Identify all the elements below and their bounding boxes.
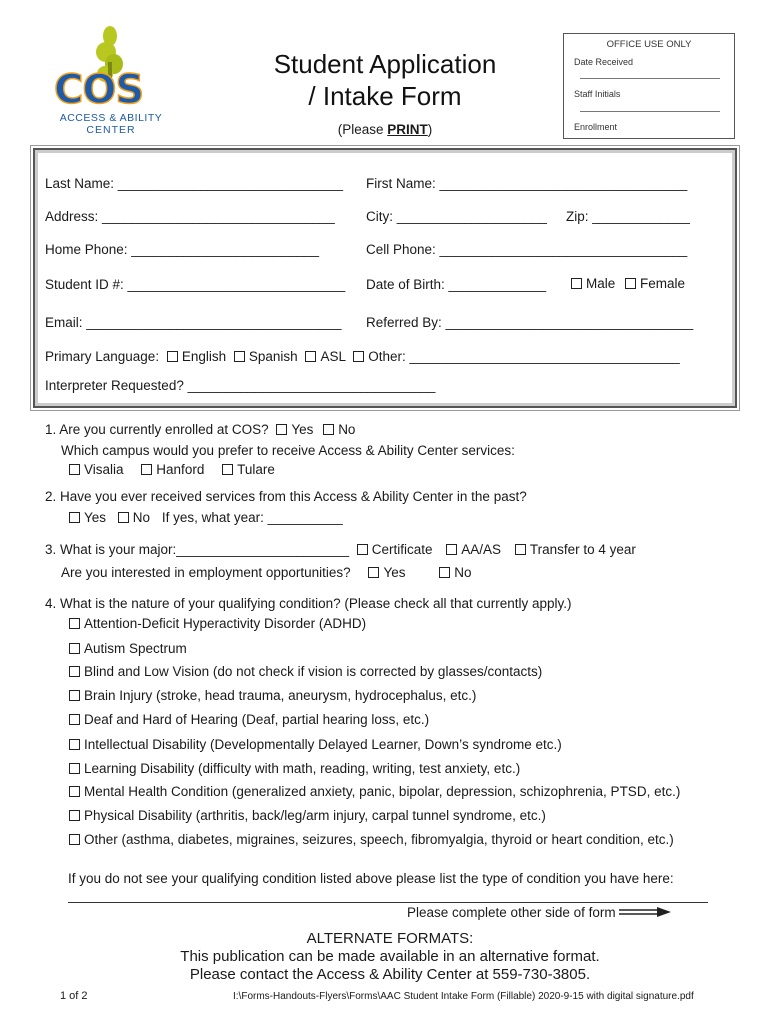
certificate-label: Certificate — [371, 542, 433, 557]
condition-label: Learning Disability (difficulty with math, reading, writing, test anxiety, etc.) — [84, 761, 521, 776]
primary-language-label: Primary Language: — [45, 349, 160, 364]
logo-line2: CENTER — [86, 124, 136, 136]
condition-option[interactable] — [69, 737, 562, 752]
city-field[interactable]: City: ____________________ — [366, 209, 547, 224]
q1-yes-label: Yes — [291, 422, 314, 437]
please-prefix: (Please — [337, 122, 388, 137]
please-suffix: ) — [427, 122, 433, 137]
campus-options — [69, 462, 275, 477]
q2-yes-label: Yes — [84, 510, 107, 525]
q2-options — [69, 510, 343, 525]
q4-question: 4. What is the nature of your qualifying condition? (Please check all that currently apply.) — [45, 596, 572, 611]
arrow-right-icon — [619, 906, 671, 918]
q2-no-checkbox[interactable] — [118, 512, 129, 523]
title-line1: Student Application — [273, 49, 497, 79]
office-heading: OFFICE USE ONLY — [606, 39, 692, 50]
print-instruction — [300, 122, 470, 137]
visalia-label: Visalia — [84, 462, 124, 477]
home-phone-field[interactable]: Home Phone: _________________________ — [45, 242, 320, 257]
staff-initials-label: Staff Initials — [574, 89, 621, 99]
referred-by-field[interactable]: Referred By: _________________________________ — [366, 315, 694, 330]
asl-checkbox[interactable] — [305, 351, 316, 362]
q1-yes-checkbox[interactable] — [276, 424, 287, 435]
male-label: Male — [586, 276, 616, 291]
male-option[interactable] — [571, 276, 615, 291]
file-path: I:\Forms-Handouts-Flyers\Forms\AAC Student Intake Form (Fillable) 2020-9-15 with digital signature.pdf — [233, 991, 694, 1002]
enrollment-label: Enrollment — [574, 122, 618, 132]
female-label: Female — [640, 276, 686, 291]
page-number: 1 of 2 — [60, 990, 88, 1002]
other-condition-field[interactable] — [68, 902, 708, 903]
last-name-field[interactable]: Last Name: ______________________________ — [45, 176, 344, 191]
dob-field[interactable]: Date of Birth: _____________ — [366, 277, 547, 292]
condition-checkbox[interactable] — [69, 786, 80, 797]
condition-label: Autism Spectrum — [84, 641, 187, 656]
condition-option[interactable] — [69, 712, 429, 727]
employment-no-checkbox[interactable] — [439, 567, 450, 578]
asl-label: ASL — [320, 349, 346, 364]
hanford-checkbox[interactable] — [141, 464, 152, 475]
q1-question: 1. Are you currently enrolled at COS? — [45, 422, 269, 437]
female-checkbox[interactable] — [625, 278, 636, 289]
zip-field[interactable]: Zip: _____________ — [566, 209, 690, 224]
first-name-field[interactable]: First Name: _________________________________ — [366, 176, 688, 191]
condition-label: Other (asthma, diabetes, migraines, seizures, speech, fibromyalgia, thyroid or heart condition, etc.) — [84, 832, 674, 847]
office-use-box — [563, 33, 735, 139]
condition-option[interactable] — [69, 784, 680, 799]
transfer-label: Transfer to 4 year — [529, 542, 636, 557]
condition-checkbox[interactable] — [69, 834, 80, 845]
condition-label: Deaf and Hard of Hearing (Deaf, partial hearing loss, etc.) — [84, 712, 430, 727]
certificate-checkbox[interactable] — [357, 544, 368, 555]
condition-checkbox[interactable] — [69, 643, 80, 654]
q1-no-label: No — [338, 422, 356, 437]
employment-yes-checkbox[interactable] — [368, 567, 379, 578]
other-language-field[interactable]: Other: ____________________________________ — [368, 349, 680, 364]
female-option[interactable] — [625, 276, 685, 291]
spanish-label: Spanish — [248, 349, 298, 364]
primary-language-row — [45, 349, 680, 364]
continue-text: Please complete other side of form — [407, 905, 616, 920]
email-field[interactable]: Email: __________________________________ — [45, 315, 342, 330]
condition-checkbox[interactable] — [69, 739, 80, 750]
please-bold: PRINT — [387, 122, 428, 137]
cell-phone-field[interactable]: Cell Phone: _________________________________ — [366, 242, 688, 257]
logo-line1: ACCESS & ABILITY — [59, 112, 163, 124]
condition-checkbox[interactable] — [69, 618, 80, 629]
tulare-label: Tulare — [237, 462, 275, 477]
employment-no-label: No — [454, 565, 472, 580]
condition-checkbox[interactable] — [69, 666, 80, 677]
condition-option[interactable] — [69, 808, 546, 823]
employment-row — [61, 565, 472, 580]
condition-option[interactable] — [69, 832, 674, 847]
q2-year-field[interactable]: If yes, what year: __________ — [161, 510, 343, 525]
english-label: English — [181, 349, 227, 364]
address-field[interactable]: Address: _______________________________ — [45, 209, 335, 224]
page-title — [255, 48, 515, 112]
tulare-checkbox[interactable] — [222, 464, 233, 475]
visalia-checkbox[interactable] — [69, 464, 80, 475]
condition-option[interactable] — [69, 688, 476, 703]
q3-row — [45, 542, 636, 557]
q1-row — [45, 422, 355, 437]
interpreter-field[interactable]: Interpreter Requested? _________________________________ — [45, 378, 436, 393]
condition-label: Intellectual Disability (Developmentally Delayed Learner, Down’s syndrome etc.) — [84, 737, 562, 752]
spanish-checkbox[interactable] — [234, 351, 245, 362]
aaas-checkbox[interactable] — [446, 544, 457, 555]
transfer-checkbox[interactable] — [515, 544, 526, 555]
employment-yes-label: Yes — [383, 565, 406, 580]
student-id-field[interactable]: Student ID #: _____________________________ — [45, 277, 346, 292]
date-received-field[interactable] — [580, 78, 720, 79]
condition-label: Physical Disability (arthritis, back/leg/arm injury, carpal tunnel syndrome, etc.) — [84, 808, 546, 823]
staff-initials-field[interactable] — [580, 111, 720, 112]
title-line2: / Intake Form — [308, 81, 462, 111]
alternate-line1: This publication can be made available in an alternative format. — [180, 948, 600, 965]
q2-yes-checkbox[interactable] — [69, 512, 80, 523]
condition-label: Blind and Low Vision (do not check if vision is corrected by glasses/contacts) — [84, 664, 543, 679]
condition-option[interactable] — [69, 664, 542, 679]
aaas-label: AA/AS — [461, 542, 502, 557]
continue-note — [407, 905, 671, 920]
hanford-label: Hanford — [156, 462, 205, 477]
condition-checkbox[interactable] — [69, 690, 80, 701]
condition-checkbox[interactable] — [69, 763, 80, 774]
condition-option[interactable] — [69, 641, 187, 656]
q2-no-label: No — [132, 510, 151, 525]
condition-label: Brain Injury (stroke, head trauma, aneurysm, hydrocephalus, etc.) — [84, 688, 477, 703]
alternate-formats — [100, 930, 680, 984]
employment-question: Are you interested in employment opportunities? — [61, 565, 351, 580]
english-checkbox[interactable] — [167, 351, 178, 362]
alternate-heading: ALTERNATE FORMATS: — [306, 930, 474, 947]
q2-question: 2. Have you ever received services from this Access & Ability Center in the past? — [45, 489, 527, 504]
alternate-line2: Please contact the Access & Ability Center at 559-730-3805. — [189, 966, 591, 983]
q1-no-checkbox[interactable] — [323, 424, 334, 435]
condition-option[interactable] — [69, 616, 366, 631]
q3-major-field[interactable]: 3. What is your major:_______________________ — [45, 542, 349, 557]
cos-logo — [48, 22, 173, 137]
date-received-label: Date Received — [574, 57, 634, 67]
condition-label: Attention-Deficit Hyperactivity Disorder (ADHD) — [84, 616, 367, 631]
other-language-checkbox[interactable] — [353, 351, 364, 362]
condition-checkbox[interactable] — [69, 810, 80, 821]
condition-option[interactable] — [69, 761, 520, 776]
not-listed-prompt: If you do not see your qualifying condition listed above please list the type of condition you have here: — [68, 871, 674, 886]
condition-checkbox[interactable] — [69, 714, 80, 725]
condition-label: Mental Health Condition (generalized anxiety, panic, bipolar, depression, schizophrenia, PTSD, etc.) — [84, 784, 681, 799]
campus-question: Which campus would you prefer to receive Access & Ability Center services: — [61, 443, 515, 458]
male-checkbox[interactable] — [571, 278, 582, 289]
logo-brand: COS — [54, 67, 144, 113]
